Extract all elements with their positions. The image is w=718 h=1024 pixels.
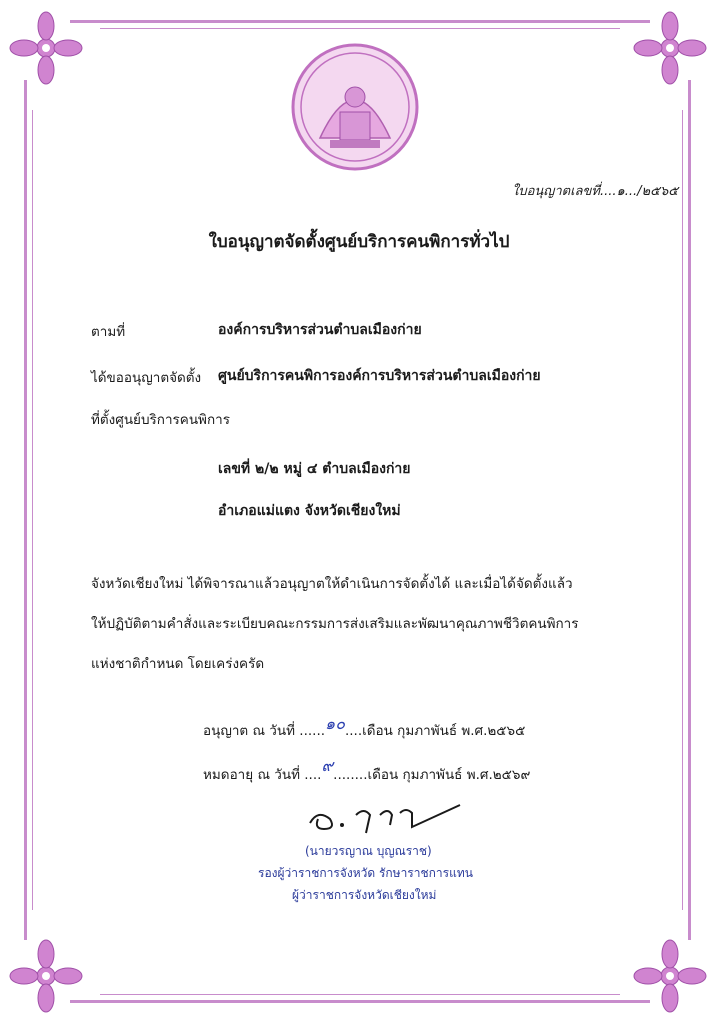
address-line-1: เลขที่ ๒/๒ หมู่ ๔ ตำบลเมืองก่าย (218, 461, 411, 477)
border-top (70, 20, 650, 23)
lotus-corner-icon (8, 10, 84, 86)
border-top-inner (100, 28, 620, 29)
expiry-rest: ........เดือน กุมภาพันธ์ พ.ศ.๒๕๖๙ (333, 767, 531, 783)
signature-icon (300, 795, 470, 840)
expiry-day-handwritten: ๙ (321, 756, 334, 775)
paragraph-line: แห่งชาติกำหนด โดยเคร่งครัด (91, 656, 265, 672)
issued-label: อนุญาต ณ วันที่ ...... (203, 723, 326, 739)
paragraph-line: จังหวัดเชียงใหม่ ได้พิจารณาแล้วอนุญาตให้ดำเนินการจัดตั้งได้ และเมื่อได้จัดตั้งแล้ว (91, 576, 573, 592)
issued-rest: ....เดือน กุมภาพันธ์ พ.ศ.๒๕๖๕ (344, 723, 526, 739)
paragraph-line: ให้ปฏิบัติตามคำสั่งและระเบียบคณะกรรมการส่งเสริมและพัฒนาคุณภาพชีวิตคนพิการ (91, 616, 579, 632)
field-label: ที่ตั้งศูนย์บริการคนพิการ (91, 412, 230, 428)
signatory-position: รองผู้ว่าราชการจังหวัด รักษาราชการแทน (258, 866, 473, 880)
border-bottom-inner (100, 994, 620, 995)
garuda-seal-icon (290, 42, 420, 172)
border-bottom (70, 1000, 650, 1003)
border-left (24, 80, 27, 940)
lotus-corner-icon (632, 938, 708, 1014)
document-title: ใบอนุญาตจัดตั้งศูนย์บริการคนพิการทั่วไป (208, 232, 510, 252)
border-right (688, 80, 691, 940)
field-label: ตามที่ (91, 324, 126, 340)
signatory-name: (นายวรญาณ บุญณราช) (305, 844, 432, 858)
signatory-position: ผู้ว่าราชการจังหวัดเชียงใหม่ (292, 888, 437, 902)
field-value: องค์การบริหารส่วนตำบลเมืองก่าย (218, 322, 422, 338)
address-line-2: อำเภอแม่แตง จังหวัดเชียงใหม่ (218, 503, 401, 519)
expiry-date (203, 756, 531, 787)
field-label: ได้ขออนุญาตจัดตั้ง (91, 370, 202, 386)
issued-date (203, 714, 526, 743)
lotus-corner-icon (632, 10, 708, 86)
lotus-corner-icon (8, 938, 84, 1014)
expiry-label: หมดอายุ ณ วันที่ .... (203, 767, 322, 783)
field-value: ศูนย์บริการคนพิการองค์การบริหารส่วนตำบลเมืองก่าย (218, 368, 541, 384)
permit-number: ใบอนุญาตเลขที่....๑.../๒๕๖๕ (512, 184, 679, 199)
issued-day-handwritten: ๑๐ (325, 714, 345, 733)
